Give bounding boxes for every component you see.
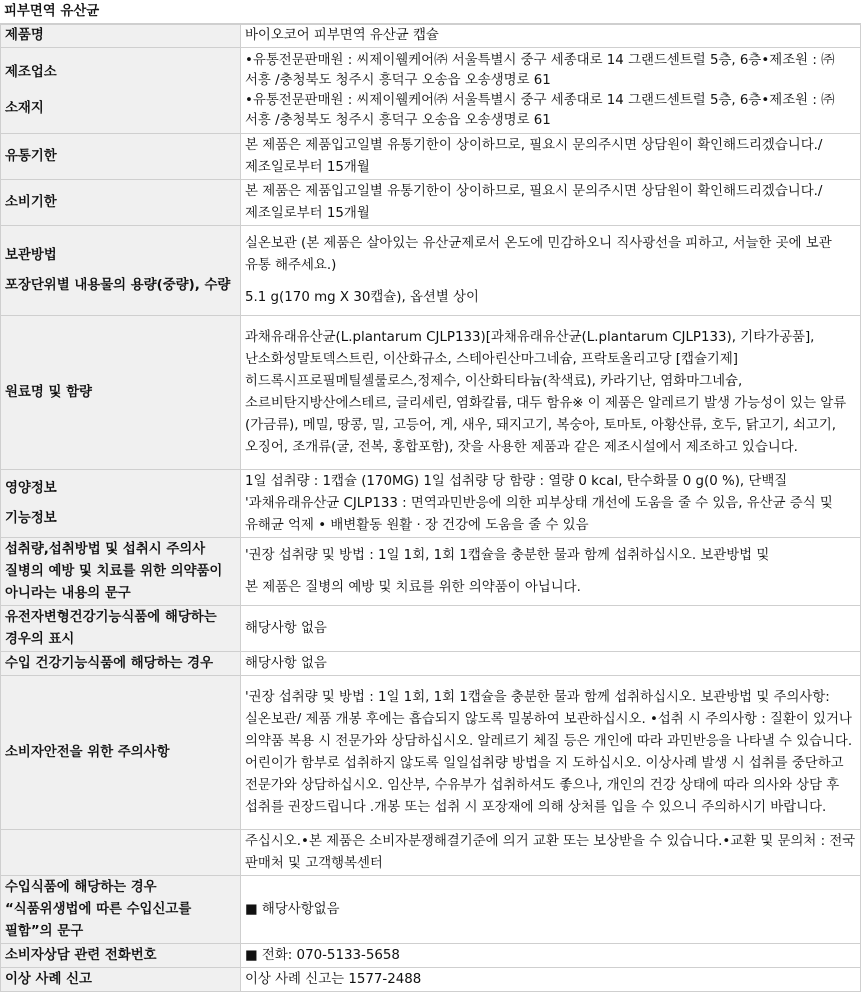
row-label-adverse-report: 이상 사례 신고 xyxy=(1,968,241,992)
value-intake: '권장 섭취량 및 방법 : 1일 1회, 1회 1캡슐을 충분한 물과 함께 섭취하십시오. 보관방법 및 xyxy=(245,547,770,563)
table-row xyxy=(1,226,861,316)
row-label-imported-health: 수입 건강기능식품에 해당하는 경우 xyxy=(1,652,241,676)
row-label-empty xyxy=(1,830,241,876)
row-value-gmo: 해당사항 없음 xyxy=(241,606,861,652)
page-title: 피부면역 유산균 xyxy=(0,0,861,24)
row-value-consumption-period: 본 제품은 제품입고일별 유통기한이 상이하므로, 필요시 문의주시면 상담원이 확인해드리겠습니다./제조일로부터 15개월 xyxy=(241,180,861,226)
table-row xyxy=(1,470,861,538)
row-label-consumption-period: 소비기한 xyxy=(1,180,241,226)
table-row xyxy=(1,944,861,968)
row-value-exchange: 주십시오.•본 제품은 소비자분쟁해결기준에 의거 교환 또는 보상받을 수 있습니다.•교환 및 문의처 : 전국 판매처 및 고객행복센터 xyxy=(241,830,861,876)
table-row xyxy=(1,876,861,944)
value-package-volume: 5.1 g(170 mg X 30캡슐), 옵션별 상이 xyxy=(245,289,479,305)
label-function: 기능정보 xyxy=(5,510,57,526)
table-row xyxy=(1,48,861,134)
table-row xyxy=(1,316,861,470)
label-manufacturer: 제조업소 xyxy=(5,64,57,80)
value-nutrition: 1일 섭취량 : 1캡슐 (170MG) 1일 섭취량 당 함량 : 열량 0 kcal, 탄수화물 0 g(0 %), 단백질 xyxy=(245,473,788,489)
row-value-product-name: 바이오코어 피부면역 유산균 캡슐 xyxy=(241,25,861,48)
row-value-ingredients: 과채유래유산균(L.plantarum CJLP133)[과채유래유산균(L.plantarum CJLP133), 기타가공품], 난소화성말토덱스트린, 이산화규소, 스테아린산마그네슘, 프락토올리고당 [캡슐기제]히드록시프로필메틸셀룰로스,정제수, 이산화티타늄(착색료), 카라기난, 염화마그네슘, 소르비탄지방산에스테르, 글리세린, 염화칼륨, 대두 함유※ 이 제품은 알레르기 발생 가능성이 있는 알류(가금류), 메밀, 땅콩, 밀, 고등어, 게, 새우, 돼지고기, 복숭아, 토마토, 아황산류, 호두, 닭고기, 쇠고기, 오징어, 조개류(굴, 전복, 홍합포함), 잣을 사용한 제품과 같은 제조시설에서 제조하고 있습니다. xyxy=(241,316,861,470)
label-location: 소재지 xyxy=(5,100,44,116)
table-row xyxy=(1,538,861,606)
label-nutrition: 영양정보 xyxy=(5,480,57,496)
table-row xyxy=(1,606,861,652)
table-row xyxy=(1,652,861,676)
table-row xyxy=(1,180,861,226)
value-location: •유통전문판매원 : 씨제이웰케어㈜ 서울특별시 중구 세종대로 14 그랜드센트럴 5층, 6층•제조원 : ㈜서흥 /충청북도 청주시 흥덕구 오송읍 오송생명로 61 xyxy=(245,92,835,128)
row-value-phone: ■ 전화: 070-5133-5658 xyxy=(241,944,861,968)
table-row xyxy=(1,25,861,48)
row-value-manufacturer xyxy=(241,48,861,134)
row-label-intake xyxy=(1,538,241,606)
table-row xyxy=(1,968,861,992)
table-row xyxy=(1,134,861,180)
row-value-storage xyxy=(241,226,861,316)
row-label-phone: 소비자상담 관련 전화번호 xyxy=(1,944,241,968)
row-value-safety: '권장 섭취량 및 방법 : 1일 1회, 1회 1캡슐을 충분한 물과 함께 섭취하십시오. 보관방법 및 주의사항: 실온보관/ 제품 개봉 후에는 흡습되지 않도록 밀봉하여 보관하십시오. •섭취 시 주의사항 : 질환이 있거나 의약품 복용 시 전문가와 상담하십시오. 알레르기 체질 등은 개인에 따라 과민반응을 나타낼 수 있습니다. 어린이가 함부로 섭취하지 않도록 일일섭취량 방법을 지 도하십시오. 이상사례 발생 시 섭취를 중단하고 전문가와 상담하십시오. 임산부, 수유부가 섭취하셔도 좋으나, 개인의 건강 상태에 따라 의사와 상담 후 섭취를 권장드립니다 .개봉 또는 섭취 시 포장재에 의해 상처를 입을 수 있으니 주의하시기 바랍니다. xyxy=(241,676,861,830)
row-label-gmo: 유전자변형건강기능식품에 해당하는 경우의 표시 xyxy=(1,606,241,652)
value-function: '과채유래유산균 CJLP133 : 면역과민반응에 의한 피부상태 개선에 도움을 줄 수 있음, 유산균 증식 및 유해균 억제 • 배변활동 원활 · 장 건강에 도움을 줄 수 있음 xyxy=(245,495,833,533)
row-label-distribution-period: 유통기한 xyxy=(1,134,241,180)
row-value-intake xyxy=(241,538,861,606)
row-label-manufacturer xyxy=(1,48,241,134)
product-info-table xyxy=(0,24,861,992)
label-not-medicine: 질병의 예방 및 치료를 위한 의약품이 아니라는 내용의 문구 xyxy=(5,563,223,601)
row-value-adverse-report: 이상 사례 신고는 1577-2488 xyxy=(241,968,861,992)
row-label-ingredients: 원료명 및 함량 xyxy=(1,316,241,470)
value-not-medicine: 본 제품은 질병의 예방 및 치료를 위한 의약품이 아닙니다. xyxy=(245,579,581,595)
label-package-volume: 포장단위별 내용물의 용량(중량), 수량 xyxy=(5,277,231,293)
row-label-storage xyxy=(1,226,241,316)
table-row xyxy=(1,830,861,876)
row-label-nutrition xyxy=(1,470,241,538)
label-storage: 보관방법 xyxy=(5,247,57,263)
row-label-import-declaration: 수입식품에 해당하는 경우 “식품위생법에 따른 수입신고를 필함”의 문구 xyxy=(1,876,241,944)
value-manufacturer: •유통전문판매원 : 씨제이웰케어㈜ 서울특별시 중구 세종대로 14 그랜드센트럴 5층, 6층•제조원 : ㈜서흥 /충청북도 청주시 흥덕구 오송읍 오송생명로 61 xyxy=(245,52,835,88)
row-label-safety: 소비자안전을 위한 주의사항 xyxy=(1,676,241,830)
value-storage: 실온보관 (본 제품은 살아있는 유산균제로서 온도에 민감하오니 직사광선을 피하고, 서늘한 곳에 보관 유통 해주세요.) xyxy=(245,235,832,273)
row-value-nutrition xyxy=(241,470,861,538)
row-value-import-declaration: ■ 해당사항없음 xyxy=(241,876,861,944)
row-label-product-name: 제품명 xyxy=(1,25,241,48)
row-value-imported-health: 해당사항 없음 xyxy=(241,652,861,676)
table-row xyxy=(1,676,861,830)
label-intake: 섭취량,섭취방법 및 섭취시 주의사 xyxy=(5,541,206,557)
row-value-distribution-period: 본 제품은 제품입고일별 유통기한이 상이하므로, 필요시 문의주시면 상담원이 확인해드리겠습니다./제조일로부터 15개월 xyxy=(241,134,861,180)
